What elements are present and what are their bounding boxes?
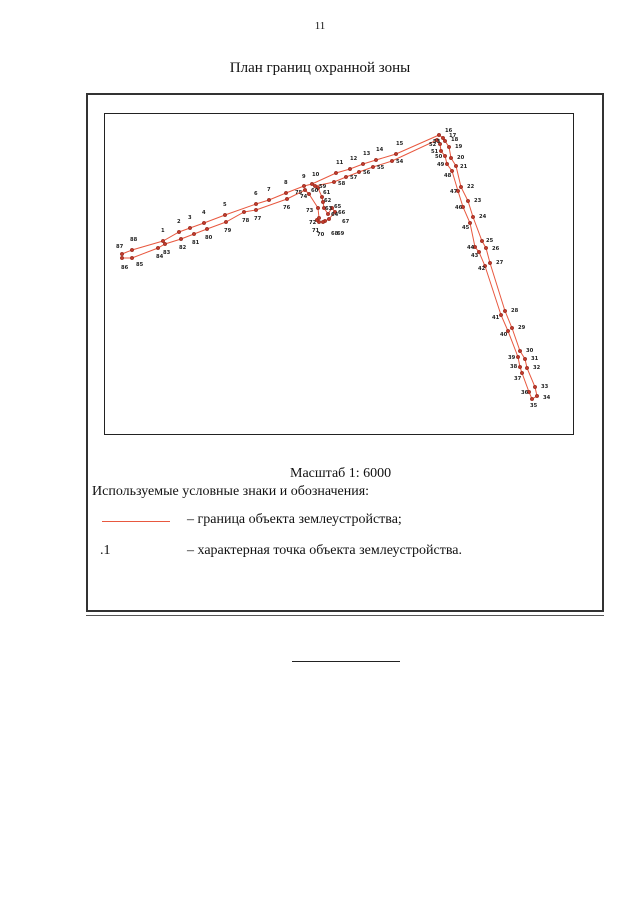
boundary-point-30 (518, 349, 522, 353)
point-sample: .1 (100, 543, 111, 558)
boundary-point-76 (285, 197, 289, 201)
boundary-point-64 (326, 212, 330, 216)
point-label-53: 53 (433, 139, 441, 145)
legend-heading: Используемые условные знаки и обозначения: (92, 484, 370, 499)
boundary-point-84 (156, 246, 160, 250)
point-label-84: 84 (156, 254, 164, 260)
point-label-32: 32 (533, 365, 541, 371)
point-label-68: 68 (331, 231, 339, 237)
point-label-66: 66 (338, 210, 346, 216)
point-label-57: 57 (350, 175, 358, 181)
page-title: План границ охранной зоны (229, 60, 411, 76)
point-label-18: 18 (451, 137, 459, 143)
point-label-69: 69 (337, 231, 345, 237)
boundary-point-69 (321, 220, 325, 224)
page-number: 11 (314, 20, 326, 32)
point-label-77: 77 (254, 216, 262, 222)
point-label-86: 86 (121, 265, 129, 271)
boundary-point-18 (443, 139, 447, 143)
point-label-44: 44 (467, 245, 475, 251)
point-label-26: 26 (492, 246, 500, 252)
boundary-point-26 (484, 246, 488, 250)
point-label-67: 67 (342, 219, 350, 225)
boundary-point-12 (348, 167, 352, 171)
boundary-point-32 (525, 366, 529, 370)
boundary-point-37 (520, 371, 524, 375)
boundary-point-19 (447, 145, 451, 149)
boundary-point-50 (443, 154, 447, 158)
boundary-point-33 (533, 385, 537, 389)
point-label-63: 63 (325, 206, 333, 212)
point-label-37: 37 (514, 376, 522, 382)
point-label-80: 80 (205, 235, 213, 241)
point-label-62: 62 (324, 198, 332, 204)
legend-boundary-desc: – граница объекта землеустройства; (187, 512, 402, 527)
boundary-point-88 (130, 248, 134, 252)
point-label-72: 72 (309, 220, 317, 226)
point-label-29: 29 (518, 325, 526, 331)
boundary-point-57 (344, 175, 348, 179)
point-label-46: 46 (455, 205, 463, 211)
boundary-point-77 (254, 208, 258, 212)
point-label-55: 55 (377, 165, 385, 171)
boundary-point-7 (267, 198, 271, 202)
boundary-point-3 (188, 226, 192, 230)
point-label-59: 59 (319, 184, 327, 190)
point-label-30: 30 (526, 348, 534, 354)
boundary-point-23 (466, 199, 470, 203)
boundary-point-83 (163, 242, 167, 246)
boundary-point-55 (371, 165, 375, 169)
boundary-point-11 (334, 171, 338, 175)
point-label-11: 11 (336, 160, 344, 166)
boundary-point-86 (120, 256, 124, 260)
point-label-36: 36 (521, 390, 529, 396)
point-label-50: 50 (435, 154, 443, 160)
point-label-49: 49 (437, 162, 445, 168)
point-label-52: 52 (429, 142, 437, 148)
point-label-60: 60 (311, 188, 319, 194)
boundary-points (120, 133, 539, 401)
point-label-14: 14 (376, 147, 384, 153)
map-scale: Масштаб 1: 6000 (290, 466, 392, 481)
boundary-point-81 (192, 232, 196, 236)
point-label-47: 47 (450, 189, 458, 195)
boundary-point-2 (177, 230, 181, 234)
point-label-43: 43 (471, 253, 479, 259)
point-label-17: 17 (449, 133, 457, 139)
boundary-point-78 (242, 210, 246, 214)
boundary-point-22 (459, 185, 463, 189)
point-label-34: 34 (543, 395, 551, 401)
boundary-point-80 (205, 227, 209, 231)
point-label-10: 10 (312, 172, 320, 178)
boundary-point-72 (317, 216, 321, 220)
boundary-point-4 (202, 221, 206, 225)
boundary-point-15 (394, 152, 398, 156)
boundary-map (104, 113, 574, 435)
point-label-74: 74 (300, 194, 308, 200)
boundary-point-14 (374, 158, 378, 162)
point-label-85: 85 (136, 262, 144, 268)
boundary-point-54 (390, 159, 394, 163)
point-label-58: 58 (338, 181, 346, 187)
point-label-12: 12 (350, 156, 358, 162)
point-label-8: 8 (284, 180, 288, 186)
point-label-13: 13 (363, 151, 371, 157)
point-label-51: 51 (431, 149, 439, 155)
point-label-7: 7 (267, 187, 271, 193)
boundary-line (122, 135, 537, 399)
point-label-28: 28 (511, 308, 519, 314)
boundary-point-82 (179, 237, 183, 241)
point-label-88: 88 (130, 237, 138, 243)
point-label-54: 54 (396, 159, 404, 165)
point-label-3: 3 (188, 215, 192, 221)
point-label-35: 35 (530, 403, 538, 409)
point-label-19: 19 (455, 144, 463, 150)
boundary-point-28 (503, 309, 507, 313)
point-label-70: 70 (317, 232, 325, 238)
boundary-point-16 (437, 133, 441, 137)
boundary-lines (122, 135, 537, 399)
point-label-79: 79 (224, 228, 232, 234)
point-label-1: 1 (161, 228, 165, 234)
point-label-39: 39 (508, 355, 516, 361)
point-label-61: 61 (323, 190, 331, 196)
point-label-76: 76 (283, 205, 291, 211)
boundary-point-27 (488, 261, 492, 265)
legend-point-desc: – характерная точка объекта землеустройства. (187, 543, 463, 558)
boundary-point-39 (516, 355, 520, 359)
boundary-point-35 (530, 397, 534, 401)
point-label-21: 21 (460, 164, 468, 170)
boundary-point-38 (518, 365, 522, 369)
boundary-point-29 (510, 326, 514, 330)
point-label-40: 40 (500, 332, 508, 338)
boundary-point-20 (449, 156, 453, 160)
point-label-82: 82 (179, 245, 187, 251)
point-label-45: 45 (462, 225, 470, 231)
boundary-point-6 (254, 202, 258, 206)
boundary-point-73 (316, 206, 320, 210)
boundary-line-sample (102, 521, 170, 522)
frame-bottom-line (86, 612, 604, 616)
point-label-23: 23 (474, 198, 482, 204)
boundary-point-75 (303, 188, 307, 192)
point-label-71: 71 (312, 228, 320, 234)
point-label-42: 42 (478, 266, 486, 272)
footer-rule (292, 661, 400, 662)
boundary-point-21 (454, 164, 458, 168)
point-label-27: 27 (496, 260, 504, 266)
point-label-78: 78 (242, 218, 250, 224)
boundary-point-9 (302, 184, 306, 188)
boundary-point-5 (223, 213, 227, 217)
boundary-point-87 (120, 252, 124, 256)
point-label-4: 4 (202, 210, 206, 216)
point-label-5: 5 (223, 202, 227, 208)
boundary-point-31 (523, 357, 527, 361)
point-label-83: 83 (163, 250, 171, 256)
boundary-map-svg (105, 114, 575, 436)
point-label-38: 38 (510, 364, 518, 370)
point-label-48: 48 (444, 173, 452, 179)
point-label-87: 87 (116, 244, 124, 250)
point-label-73: 73 (306, 208, 314, 214)
boundary-point-85 (130, 256, 134, 260)
point-label-15: 15 (396, 141, 404, 147)
boundary-point-49 (445, 162, 449, 166)
point-label-25: 25 (486, 238, 494, 244)
point-label-65: 65 (334, 204, 342, 210)
boundary-point-34 (535, 394, 539, 398)
point-label-9: 9 (302, 174, 306, 180)
point-label-20: 20 (457, 155, 465, 161)
boundary-point-56 (357, 170, 361, 174)
point-label-81: 81 (192, 240, 200, 246)
point-label-41: 41 (492, 315, 500, 321)
point-label-22: 22 (467, 184, 475, 190)
point-label-56: 56 (363, 170, 371, 176)
point-label-16: 16 (445, 128, 453, 134)
point-label-64: 64 (331, 212, 339, 218)
boundary-point-51 (439, 149, 443, 153)
boundary-point-8 (284, 191, 288, 195)
point-label-31: 31 (531, 356, 539, 362)
boundary-point-79 (224, 220, 228, 224)
point-label-33: 33 (541, 384, 549, 390)
point-label-2: 2 (177, 219, 181, 225)
point-label-24: 24 (479, 214, 487, 220)
boundary-point-13 (361, 162, 365, 166)
boundary-point-25 (480, 239, 484, 243)
boundary-point-58 (332, 180, 336, 184)
boundary-point-24 (471, 215, 475, 219)
boundary-point-41 (499, 313, 503, 317)
point-label-6: 6 (254, 191, 258, 197)
point-label-75: 75 (295, 190, 303, 196)
